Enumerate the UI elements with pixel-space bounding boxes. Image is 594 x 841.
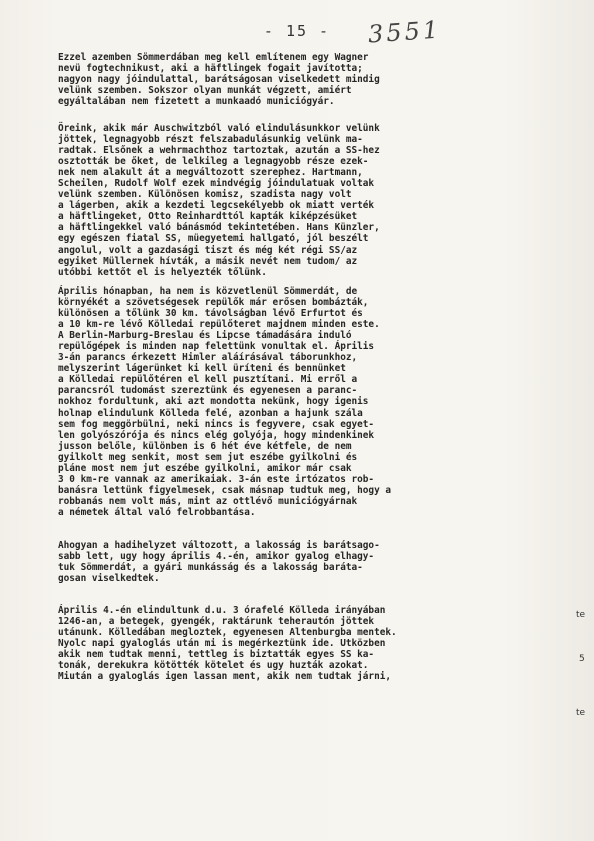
text-line: pláne most nem jut eszébe gyilkolni, amikor már csak <box>58 462 352 474</box>
text-line: gyilkolt meg senkit, most sem jut eszébe gyilkolni és <box>58 451 358 463</box>
text-line: banásra lettünk figyelmesek, csak másnap tudtuk meg, hogy a <box>58 484 392 496</box>
text-line: Április 4.-én elindultunk d.u. 3 órafelé Kölleda irányában <box>58 605 386 616</box>
text-line: sabb lett, ugy hogy április 4.-én, amikor gyalog elhagy- <box>58 551 375 563</box>
text-line: nevü fogtechnikust, aki a häftlingek fogait javította; <box>58 63 363 75</box>
paragraph-1 <box>58 52 544 107</box>
margin-note: te <box>576 708 586 718</box>
handwritten-mark: 3551 <box>367 15 442 49</box>
text-line: len golyószórója és nincs elég golyója, hogy mindenkinek <box>58 429 375 441</box>
text-line: A Berlin-Marburg-Breslau és Lipcse támadására induló <box>58 330 352 342</box>
text-line: Ahogyan a hadihelyzet változott, a lakosság is barátsago- <box>58 540 380 551</box>
text-line: egyáltalában nem fizetett a munkaadó municiógyár. <box>58 96 335 108</box>
text-line: 1246-an, a betegek, gyengék, raktárunk teherautón jöttek <box>58 616 375 628</box>
text-line: a Kölledai repülőtéren el kell pusztítani. Mi erről a <box>58 374 358 386</box>
text-line: egy egészen fiatal SS, müegyetemi hallgató, jól beszélt <box>58 233 369 245</box>
text-line: gosan viselkedtek. <box>58 573 160 585</box>
text-line: Április hónapban, ha nem is közvetlenül Sömmerdát, de <box>58 286 358 297</box>
text-line: Scheilen, Rudolf Wolf ezek mindvégig jóindulatuak voltak <box>58 178 375 190</box>
text-line: repülőgépek is minden nap felettünk vonultak el. Április <box>58 341 375 353</box>
margin-note: te <box>576 610 586 620</box>
text-line: akik nem tudtak menni, tettleg is biztatták egyes SS ka- <box>58 649 375 661</box>
text-line: nek nem alakult át a megváltozott szerephez. Hartmann, <box>58 167 363 179</box>
text-line: utánunk. Kölledában megloztek, egyenesen Altenburgba mentek. <box>58 627 397 639</box>
text-line: parancsról tudomást szereztünk és egyenesen a paranc- <box>58 385 358 397</box>
text-line: környékét a szövetségesek repülők már erősen bombázták, <box>58 297 369 309</box>
text-line: Nyolc napi gyaloglás után mi is megérkeztünk ide. Utközben <box>58 638 386 650</box>
text-line: velünk szemben. Különösen komisz, szadista nagy volt <box>58 189 352 201</box>
text-line: angolul, volt a gazdasági tiszt és még két régi SS/az <box>58 244 358 256</box>
text-line: tuk Sömmerdát, a gyári munkásság és a lakosság baráta- <box>58 562 363 574</box>
text-line: melyszerint lágerünket ki kell üríteni és bennünket <box>58 363 346 375</box>
paragraph-4 <box>58 540 544 584</box>
paragraph-5 <box>58 605 544 682</box>
text-line: 3 0 km-re vannak az amerikaiak. 3-án este irtózatos rob- <box>58 473 375 485</box>
text-line: a häftlingekkel való bánásmód tekintetében. Hans Künzler, <box>58 222 380 234</box>
text-line: Öreink, akik már Auschwitzból való elindulásunkkor velünk <box>58 123 380 134</box>
text-line: nagyon nagy jóindulattal, barátságosan viselkedett mindig <box>58 74 380 86</box>
text-line: utóbbi kettőt el is helyezték tőlünk. <box>58 266 267 278</box>
text-line: Ezzel azemben Sömmerdában meg kell említenem egy Wagner <box>58 52 369 63</box>
paragraph-3 <box>58 286 544 518</box>
text-line: a németek által való felrobbantása. <box>58 506 256 518</box>
text-line: a 10 km-re lévő Kölledai repülőteret majdnem minden este. <box>58 319 380 331</box>
text-line: holnap elindulunk Kölleda felé, azonban a hajunk szála <box>58 407 363 419</box>
text-line: osztották be őket, de lelkileg a legnagyobb része ezek- <box>58 156 369 168</box>
text-line: tonák, derekukra kötötték kötelet és ugy huzták azokat. <box>58 660 369 672</box>
text-line: nokhoz fordultunk, aki azt mondotta nekünk, hogy igenis <box>58 396 369 408</box>
page-number: - 15 - <box>263 22 331 40</box>
text-line: egyiket Müllernek hívták, a másik nevét nem tudom/ az <box>58 255 358 267</box>
text-line: különösen a tőlünk 30 km. távolságban lévő Erfurtot és <box>58 308 363 320</box>
text-line: sem fog meggörbülni, neki nincs is fegyvere, csak egyet- <box>58 418 375 430</box>
paragraph-2 <box>58 123 544 278</box>
text-line: Miután a gyaloglás igen lassan ment, akik nem tudtak járni, <box>58 671 392 683</box>
text-line: radtak. Elsőnek a wehrmachthoz tartoztak, azután a SS-hez <box>58 145 380 157</box>
margin-note: 5 <box>579 654 585 664</box>
text-line: robbanás nem volt más, mint az ottlévő municiógyárnak <box>58 495 358 507</box>
text-line: a häftlingeket, Otto Reinhardttól kapták kiképzésüket <box>58 211 358 223</box>
text-line: jöttek, legnagyobb részt felszabadulásunkig velünk ma- <box>58 134 363 146</box>
text-line: a lágerben, akik a kezdeti legcsekélyebb ok miatt verték <box>58 200 375 212</box>
text-line: 3-án parancs érkezett Himler aláírásával táborunkhoz, <box>58 352 358 364</box>
text-line: jusson belőle, különben is 6 hét éve kétfele, de nem <box>58 440 352 452</box>
text-line: velünk szemben. Sokszor olyan munkát végzett, amiért <box>58 85 352 97</box>
